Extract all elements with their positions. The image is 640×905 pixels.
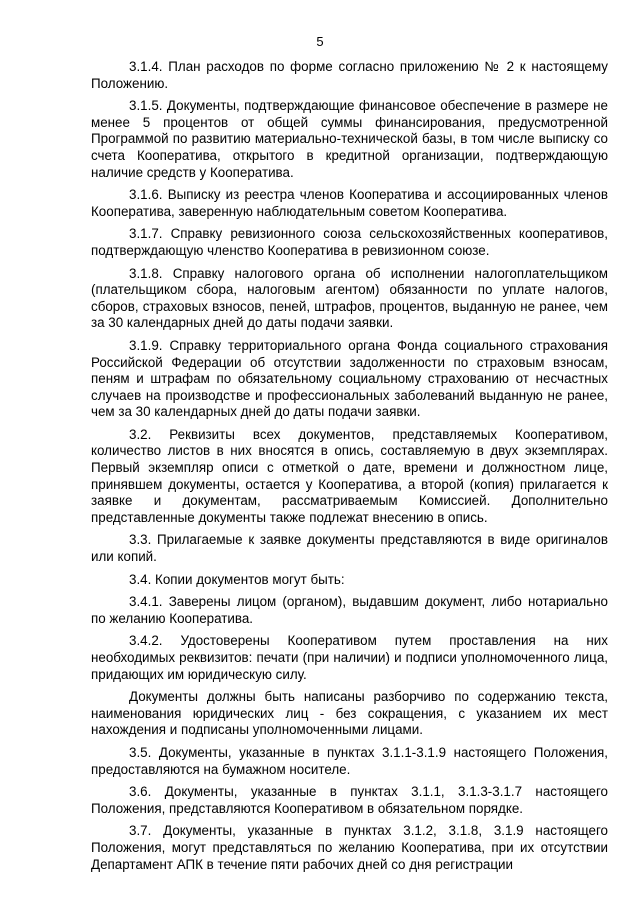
document-body: [91, 59, 608, 879]
paragraph-3-4-1: 3.4.1. Заверены лицом (органом), выдавшим документ, либо нотариально по желанию Кооператива.: [91, 594, 608, 626]
paragraph-3-4: 3.4. Копии документов могут быть:: [129, 571, 345, 587]
paragraph-3-1-9: 3.1.9. Справку территориального органа Фонда социального страхования Российской Федерации об отсутствии задолженности по страховым взносам, пеням и штрафам по обязательному социальному страхованию от несчастных случаев на производстве и профессиональных заболеваний выданную не ранее, чем за 30 календарных дней до даты подачи заявки.: [91, 337, 608, 420]
paragraph-3-1-8: 3.1.8. Справку налогового органа об исполнении налогоплательщиком (плательщиком сбора, налоговым агентом) обязанности по уплате налогов, сборов, страховых взносов, пеней, штрафов, процентов, выданную не ранее, чем за 30 календарных дней до даты подачи заявки.: [91, 265, 608, 331]
paragraph-3-1-5: 3.1.5. Документы, подтверждающие финансовое обеспечение в размере не менее 5 процентов от общей суммы финансирования, предусмотренной Программой по развитию материально-технической базы, в том числе выписку со счета Кооператива, открытого в кредитной организации, подтверждающую наличие средств у Кооператива.: [91, 98, 608, 180]
page-number: 5: [316, 34, 324, 49]
paragraph-documents-requirements: Документы должны быть написаны разборчиво по содержанию текста, наименования юридических лиц - без сокращения, с указанием их мест нахождения и подписаны уполномоченными лицами.: [91, 689, 608, 738]
paragraph-3-1-6: 3.1.6. Выписку из реестра членов Кооператива и ассоциированных членов Кооператива, заверенную наблюдательным советом Кооператива.: [91, 187, 608, 219]
paragraph-3-4-2: 3.4.2. Удостоверены Кооперативом путем проставления на них необходимых реквизитов: печати (при наличии) и подписи уполномоченного лица, придающих им юридическую силу.: [91, 633, 608, 682]
paragraph-3-2: 3.2. Реквизиты всех документов, представляемых Кооперативом, количество листов в них вносятся в опись, составляемую в двух экземплярах. Первый экземпляр описи с отметкой о дате, времени и должностном лице, принявшем документы, остается у Кооператива, а второй (копия) прилагается к заявке и документам, рассматриваемым Комиссией. Дополнительно представленные документы также подлежат внесению в опись.: [91, 426, 608, 525]
paragraph-3-3: 3.3. Прилагаемые к заявке документы представляются в виде оригиналов или копий.: [91, 532, 608, 565]
paragraph-3-1-7: 3.1.7. Справку ревизионного союза сельскохозяйственных кооперативов, подтверждающую членство Кооператива в ревизионном союзе.: [91, 226, 608, 258]
paragraph-3-1-4: 3.1.4. План расходов по форме согласно приложению № 2 к настоящему Положению.: [91, 59, 608, 91]
paragraph-3-6: 3.6. Документы, указанные в пунктах 3.1.1, 3.1.3-3.1.7 настоящего Положения, представляются Кооперативом в обязательном порядке.: [91, 784, 608, 816]
paragraph-3-7: 3.7. Документы, указанные в пунктах 3.1.2, 3.1.8, 3.1.9 настоящего Положения, могут представляться по желанию Кооператива, при их отсутствии Департамент АПК в течение пяти рабочих дней со дня регистрации: [91, 823, 608, 872]
paragraph-3-5: 3.5. Документы, указанные в пунктах 3.1.1-3.1.9 настоящего Положения, предоставляются на бумажном носителе.: [91, 744, 608, 777]
